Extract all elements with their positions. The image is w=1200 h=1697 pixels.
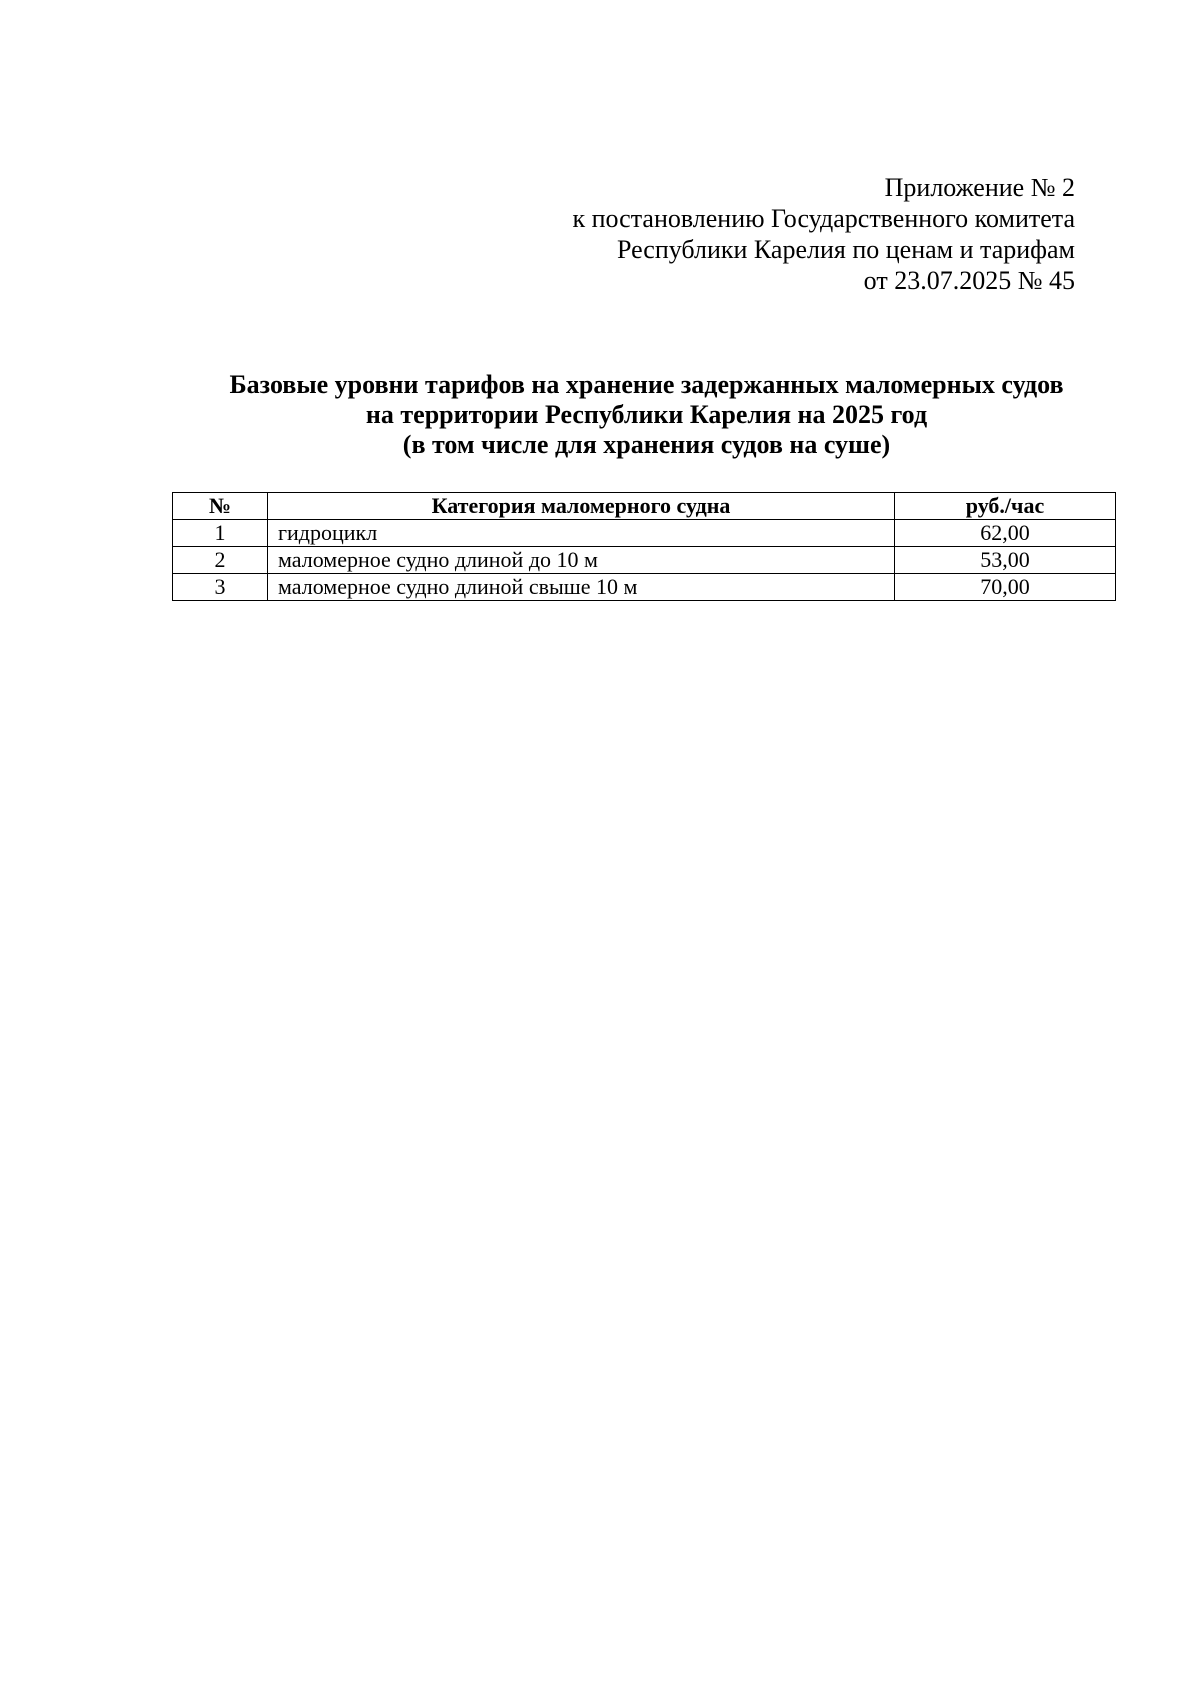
title-line-2: на территории Республики Карелия на 2025 год — [365, 400, 928, 429]
row-category: гидроцикл — [268, 520, 895, 547]
row-price: 70,00 — [895, 574, 1116, 601]
table-row — [173, 520, 1116, 547]
title-line-1: Базовые уровни тарифов на хранение задержанных маломерных судов — [229, 370, 1064, 399]
tariff-table — [172, 492, 1116, 601]
appendix-authority: Республики Карелия по ценам и тарифам — [616, 235, 1075, 264]
table-row — [173, 574, 1116, 601]
appendix-date: от 23.07.2025 № 45 — [863, 266, 1075, 295]
table-header-row — [173, 493, 1116, 520]
header-category: Категория маломерного судна — [268, 493, 895, 520]
row-number: 1 — [173, 520, 268, 547]
document-title — [0, 370, 1200, 460]
row-category: маломерное судно длиной свыше 10 м — [268, 574, 895, 601]
row-price: 62,00 — [895, 520, 1116, 547]
table-row — [173, 547, 1116, 574]
row-price: 53,00 — [895, 547, 1116, 574]
row-number: 3 — [173, 574, 268, 601]
header-price: руб./час — [895, 493, 1116, 520]
appendix-block — [572, 172, 1075, 296]
row-number: 2 — [173, 547, 268, 574]
appendix-reference: к постановлению Государственного комитета — [572, 204, 1075, 233]
appendix-number: Приложение № 2 — [884, 173, 1075, 202]
row-category: маломерное судно длиной до 10 м — [268, 547, 895, 574]
title-line-3: (в том числе для хранения судов на суше) — [402, 430, 891, 459]
header-number: № — [173, 493, 268, 520]
